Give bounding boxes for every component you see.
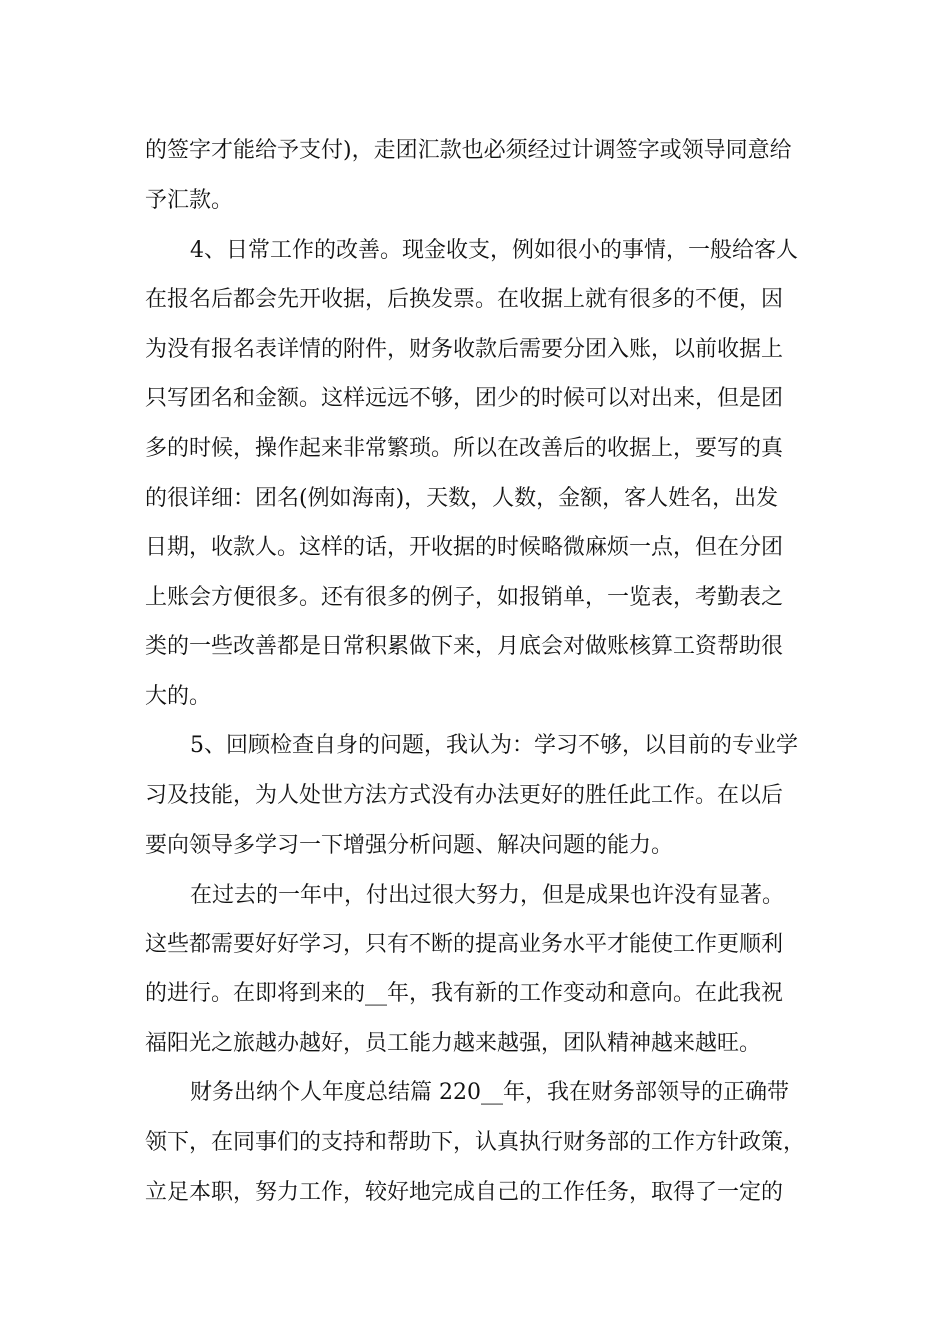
text-line: 要向领导多学习一下增强分析问题、解决问题的能力。 [145, 833, 674, 858]
paragraph-start-line: 5、回顾检查自身的问题，我认为：学习不够，以目前的专业学 [190, 733, 798, 758]
text-line: 日期，收款人。这样的话，开收据的时候略微麻烦一点，但在分团 [145, 535, 784, 560]
text-line: 领下，在同事们的支持和帮助下，认真执行财务部的工作方针政策， [145, 1130, 806, 1155]
text-line: 上账会方便很多。还有很多的例子，如报销单，一览表，考勤表之 [145, 585, 784, 610]
text-line: 予汇款。 [145, 188, 234, 213]
paragraph-start-line: 财务出纳个人年度总结篇 220__年，我在财务部领导的正确带 [190, 1080, 789, 1105]
text-line: 习及技能，为人处世方法方式没有办法更好的胜任此工作。在以后 [145, 783, 784, 808]
paragraph-start-line: 4、日常工作的改善。现金收支，例如很小的事情，一般给客人 [190, 238, 798, 263]
text-line: 类的一些改善都是日常积累做下来，月底会对做账核算工资帮助很 [145, 634, 784, 659]
text-line: 立足本职，努力工作，较好地完成自己的工作任务，取得了一定的 [145, 1180, 784, 1205]
text-line: 的签字才能给予支付)，走团汇款也必须经过计调签字或领导同意给 [145, 138, 792, 163]
text-line: 福阳光之旅越办越好，员工能力越来越强，团队精神越来越旺。 [145, 1031, 762, 1056]
text-line: 多的时候，操作起来非常繁琐。所以在改善后的收据上，要写的真 [145, 436, 784, 461]
text-line: 只写团名和金额。这样远远不够，团少的时候可以对出来，但是团 [145, 386, 784, 411]
paragraph-start-line: 在过去的一年中，付出过很大努力，但是成果也许没有显著。 [190, 883, 785, 908]
text-line: 为没有报名表详情的附件，财务收款后需要分团入账，以前收据上 [145, 337, 784, 362]
text-line: 的进行。在即将到来的__年，我有新的工作变动和意向。在此我祝 [145, 981, 784, 1006]
text-line: 在报名后都会先开收据，后换发票。在收据上就有很多的不便，因 [145, 287, 784, 312]
text-line: 的很详细：团名(例如海南)，天数，人数，金额，客人姓名，出发 [145, 486, 779, 511]
text-line: 这些都需要好好学习，只有不断的提高业务水平才能使工作更顺利 [145, 932, 784, 957]
text-line: 大的。 [145, 684, 212, 709]
